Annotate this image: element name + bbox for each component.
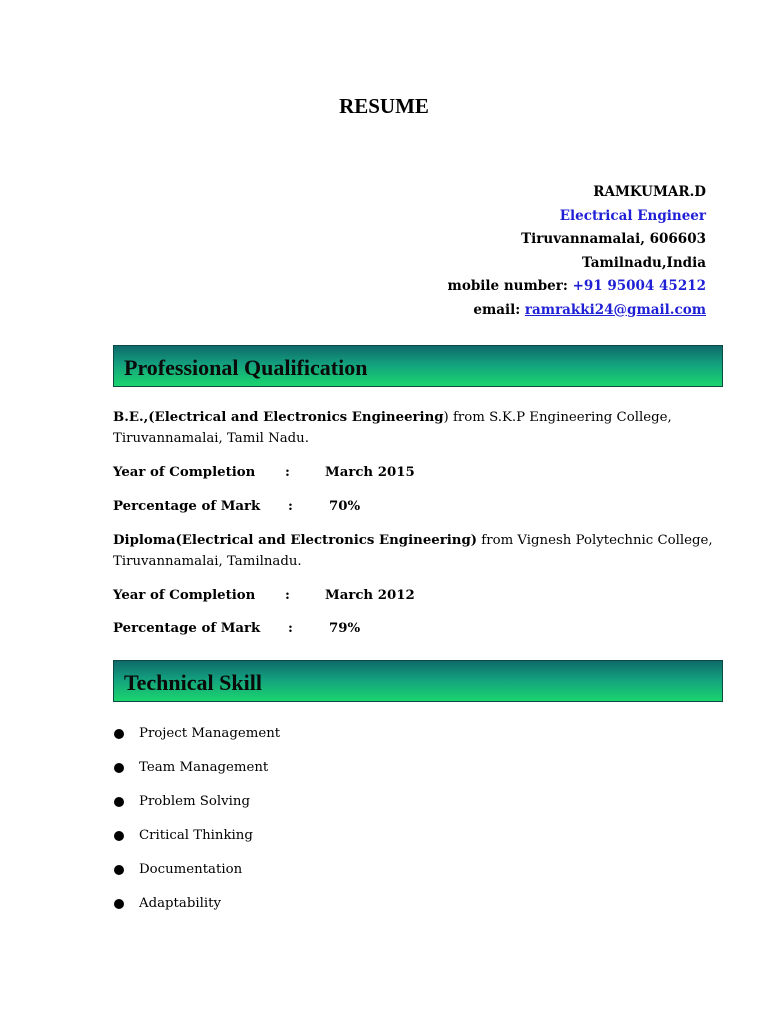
- year-separator: :: [285, 588, 290, 603]
- skill-label: Project Management: [139, 726, 281, 741]
- degree-2-description: [113, 530, 728, 572]
- list-item: [113, 860, 280, 894]
- skill-label: Documentation: [139, 862, 243, 877]
- year-label: Year of Completion: [113, 588, 256, 603]
- mobile-label: mobile number:: [447, 278, 573, 294]
- degree-1-closing: ): [443, 410, 449, 425]
- skills-list: [113, 724, 280, 928]
- address-line-2: Tamilnadu,India: [581, 254, 706, 271]
- email-label: email:: [473, 301, 525, 318]
- year-separator: :: [285, 465, 290, 480]
- section-heading: Technical Skill: [124, 670, 262, 695]
- year-value: March 2015: [325, 465, 415, 480]
- list-item: [113, 792, 280, 826]
- degree-1-institution: from S.K.P Engineering College, Tiruvannamalai, Tamil Nadu.: [113, 410, 672, 446]
- mark-label: Percentage of Mark: [113, 499, 261, 514]
- degree-1-name: B.E.,(Electrical and Electronics Engineering: [113, 410, 444, 425]
- mobile-row: [448, 276, 706, 300]
- bullet-icon: [114, 831, 124, 841]
- candidate-name: RAMKUMAR.D: [593, 184, 706, 200]
- mark-separator: :: [288, 499, 293, 514]
- year-label: Year of Completion: [113, 465, 256, 480]
- mark-label: Percentage of Mark: [113, 621, 261, 636]
- list-item: [113, 894, 280, 928]
- mobile-number: +91 95004 45212: [572, 278, 706, 294]
- bullet-icon: [114, 763, 124, 773]
- skill-label: Problem Solving: [139, 794, 250, 809]
- skill-label: Critical Thinking: [139, 828, 253, 843]
- section-heading: Professional Qualification: [124, 355, 368, 380]
- mark-value: 79%: [329, 621, 361, 636]
- mark-separator: :: [288, 621, 293, 636]
- list-item: [113, 826, 280, 860]
- contact-block: [448, 182, 706, 323]
- section-professional-qualification: [113, 345, 723, 387]
- skill-label: Adaptability: [139, 896, 221, 911]
- bullet-icon: [114, 865, 124, 875]
- skill-label: Team Management: [139, 760, 269, 775]
- year-value: March 2012: [325, 588, 415, 603]
- candidate-role: Electrical Engineer: [559, 207, 706, 224]
- bullet-icon: [114, 899, 124, 909]
- degree-2-name: Diploma(Electrical and Electronics Engineering): [113, 533, 478, 548]
- degree-2-institution: from Vignesh Polytechnic College, Tiruvannamalai, Tamilnadu.: [113, 533, 713, 569]
- mark-value: 70%: [329, 499, 361, 514]
- bullet-icon: [114, 729, 124, 739]
- list-item: [113, 724, 280, 758]
- list-item: [113, 758, 280, 792]
- address-line-1: Tiruvannamalai, 606603: [521, 231, 706, 247]
- email-link[interactable]: ramrakki24@gmail.com: [524, 301, 706, 318]
- bullet-icon: [114, 797, 124, 807]
- degree-1-description: [113, 407, 728, 449]
- section-technical-skill: [113, 660, 723, 702]
- document-title: RESUME: [339, 94, 429, 118]
- email-row: [448, 300, 706, 324]
